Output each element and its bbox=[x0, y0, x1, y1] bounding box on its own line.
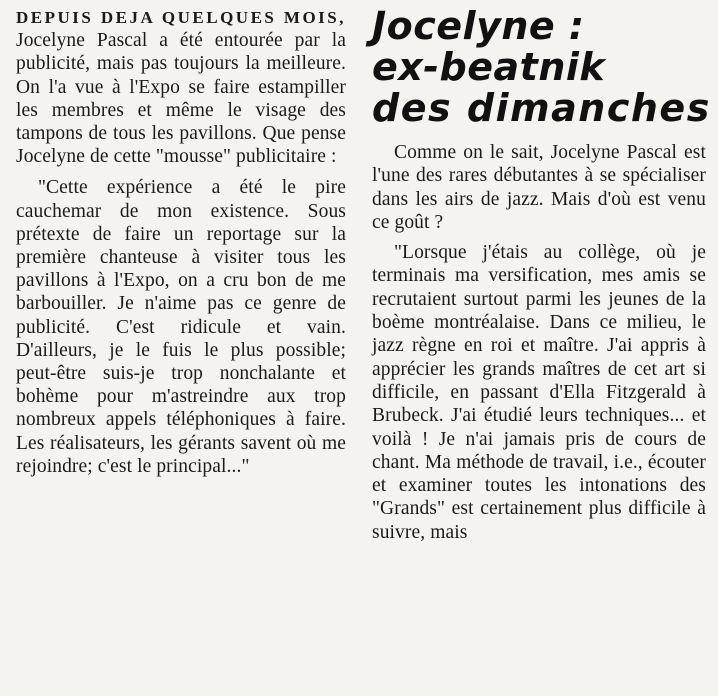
right-column bbox=[372, 4, 711, 551]
intro-lead: DEPUIS DEJA QUELQUES MOIS, bbox=[16, 8, 346, 27]
quote-paragraph: "Cette expérience a été le pire cauchemar de mon existence. Sous prétexte de faire un reportage sur la première chanteuse à visiter tous les pavillons à l'Expo, on a cru bon de me barbouiller. Je n'aime pas ce genre de publicité. C'est ridicule et vain. D'ailleurs, je le fuis le plus possible; peut-être suis-je trop nonchalante et bohème pour m'astreindre aux trop nombreux appels téléphoniques à faire. Les réalisateurs, les gérants savent où me rejoindre; c'est le principal..." bbox=[16, 177, 346, 477]
intro-paragraph bbox=[16, 6, 346, 168]
body-paragraph-1: Comme on le sait, Jocelyne Pascal est l'une des rares débutantes à se spécialiser dans les airs de jazz. Mais d'où est venu ce goût ? bbox=[372, 142, 706, 233]
headline-line-3: des dimanches bbox=[372, 86, 711, 130]
intro-text: Jocelyne Pascal a été entourée par la publicité, mais pas toujours la meilleure. On l'a vue à l'Expo se faire estampiller les membres et même le visage des tampons de tous les pavillons. Que pense Jocelyne de cette "mousse" publicitaire : bbox=[16, 30, 346, 168]
body-paragraph-2: "Lorsque j'étais au collège, où je terminais ma versification, mes amis se recrutaient surtout parmi les jeunes de la boème montréalaise. Dans ce milieu, le jazz règne en roi et maître. J'ai appris à apprécier les grands maîtres de cet art si difficile, en passant d'Ella Fitzgerald à Brubeck. J'ai étudié leurs techniques... et voilà ! Je n'ai jamais pris de cours de chant. Ma méthode de travail, i.e., écouter et examiner toutes les intonations des "Grands" est certainement plus difficile à suivre, mais bbox=[372, 242, 706, 543]
headline-line-1: Jocelyne : bbox=[372, 4, 585, 48]
article-headline bbox=[372, 4, 711, 130]
headline-line-2: ex-beatnik bbox=[372, 45, 606, 89]
left-column bbox=[16, 6, 346, 484]
